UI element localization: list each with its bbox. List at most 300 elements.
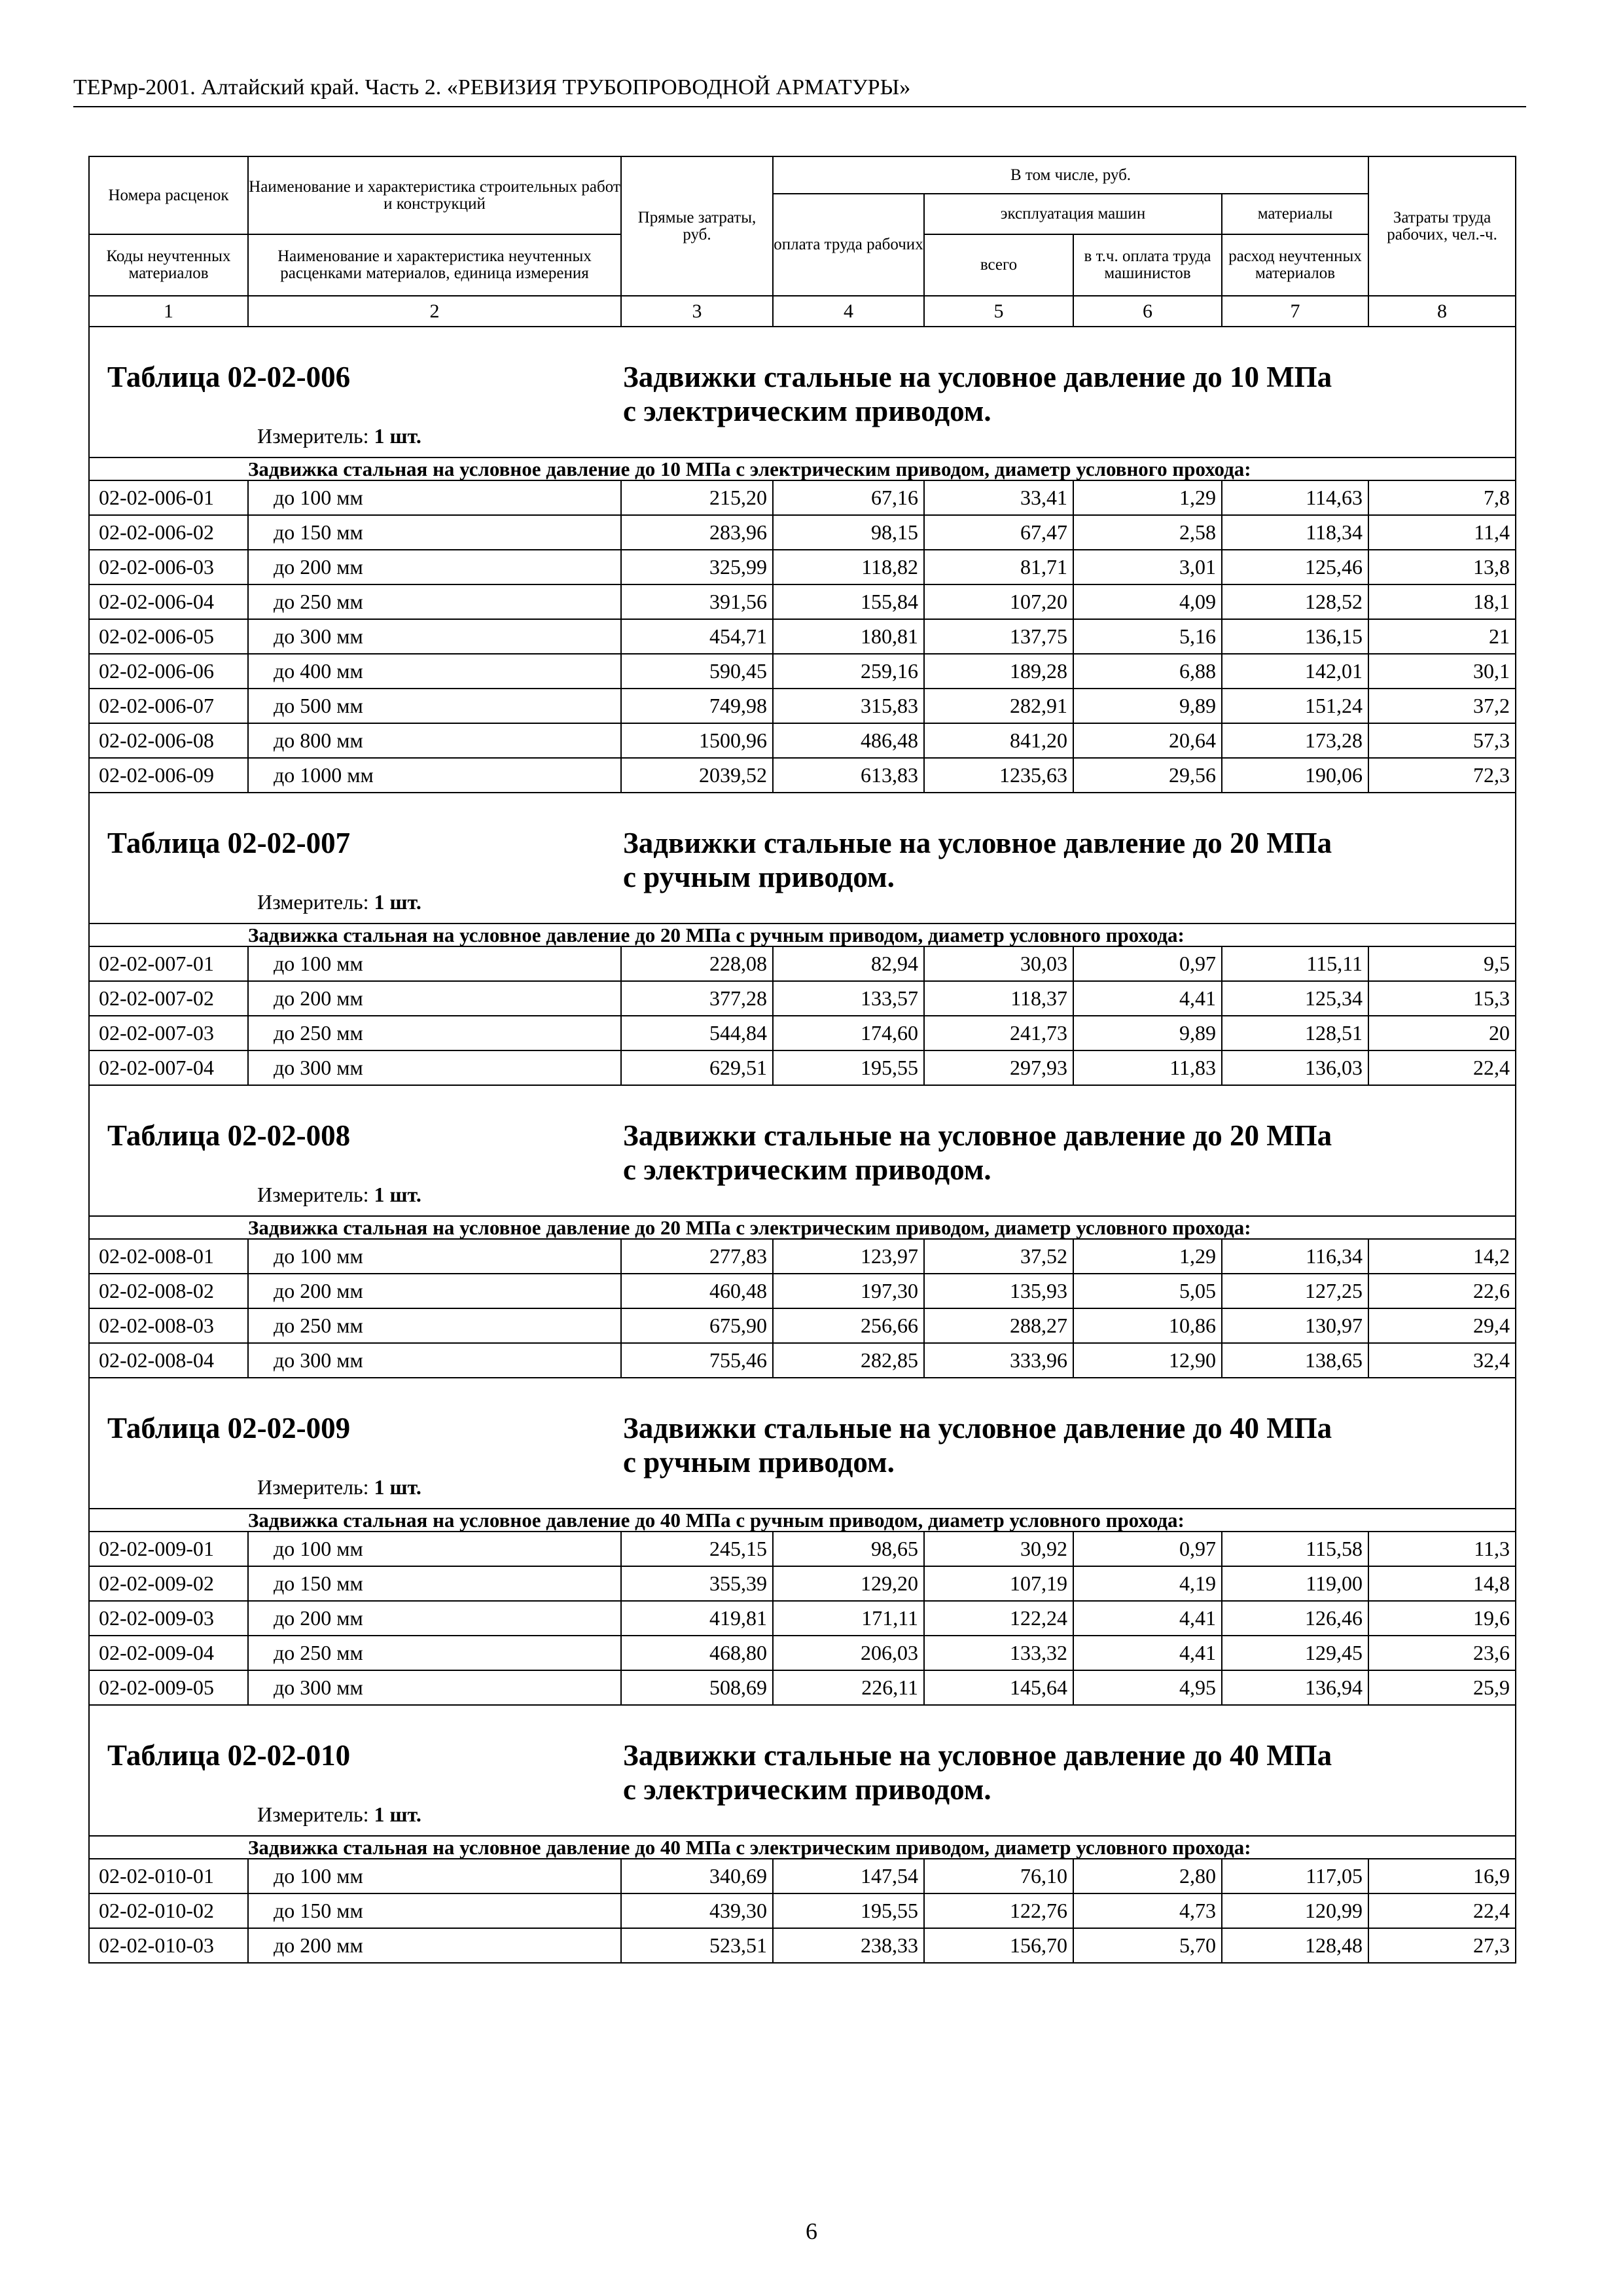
rate-code: 02-02-008-03 [89, 1308, 248, 1343]
labor-cost: 22,4 [1368, 1050, 1516, 1085]
machines-total: 122,24 [924, 1601, 1073, 1636]
work-name: до 250 мм [248, 584, 621, 619]
labor-cost: 14,2 [1368, 1239, 1516, 1274]
materials-cost: 115,11 [1222, 946, 1368, 981]
table-code: Таблица 02-02-008 [107, 1119, 351, 1152]
wages: 195,55 [773, 1050, 924, 1085]
labor-cost: 29,4 [1368, 1308, 1516, 1343]
wages: 226,11 [773, 1670, 924, 1705]
machinist-wages: 4,41 [1073, 1636, 1222, 1670]
work-name: до 400 мм [248, 654, 621, 689]
table-row [89, 981, 1516, 1016]
machines-total: 156,70 [924, 1928, 1073, 1963]
work-name: до 300 мм [248, 1050, 621, 1085]
column-number: 5 [924, 296, 1073, 327]
materials-cost: 127,25 [1222, 1274, 1368, 1308]
work-name: до 800 мм [248, 723, 621, 758]
machinist-wages: 4,73 [1073, 1893, 1222, 1928]
table-row [89, 758, 1516, 793]
table-title-line: с электрическим приводом. [623, 1153, 991, 1186]
work-name: до 200 мм [248, 1928, 621, 1963]
machines-total: 1235,63 [924, 758, 1073, 793]
materials-cost: 173,28 [1222, 723, 1368, 758]
work-name: до 1000 мм [248, 758, 621, 793]
machines-total: 118,37 [924, 981, 1073, 1016]
table-subtitle: Задвижка стальная на условное давление до 10 МПа с электрическим приводом, диаметр условного прохода: [248, 457, 1516, 480]
rate-code: 02-02-006-06 [89, 654, 248, 689]
work-name: до 100 мм [248, 946, 621, 981]
wages: 206,03 [773, 1636, 924, 1670]
work-name: до 150 мм [248, 515, 621, 550]
labor-cost: 21 [1368, 619, 1516, 654]
header-col1a: Номера расценок [89, 156, 248, 234]
table-row [89, 1532, 1516, 1566]
measure-label: Измеритель: [257, 1803, 374, 1826]
header-materials: материалы [1222, 194, 1368, 234]
materials-cost: 118,34 [1222, 515, 1368, 550]
wages: 123,97 [773, 1239, 924, 1274]
table-title-line: Задвижки стальные на условное давление до 40 МПа [623, 1739, 1332, 1772]
rates-table [88, 156, 1516, 1964]
direct-costs: 460,48 [621, 1274, 773, 1308]
table-row [89, 584, 1516, 619]
materials-cost: 115,58 [1222, 1532, 1368, 1566]
labor-cost: 30,1 [1368, 654, 1516, 689]
machines-total: 76,10 [924, 1859, 1073, 1893]
table-row [89, 689, 1516, 723]
measure-label: Измеритель: [257, 1475, 374, 1499]
table-title-line: Задвижки стальные на условное давление до 10 МПа [623, 361, 1332, 393]
wages: 82,94 [773, 946, 924, 981]
header-machinist-wages: в т.ч. оплата труда машинистов [1073, 234, 1222, 296]
machinist-wages: 29,56 [1073, 758, 1222, 793]
rate-code: 02-02-010-03 [89, 1928, 248, 1963]
table-code: Таблица 02-02-010 [107, 1739, 351, 1772]
materials-cost: 125,46 [1222, 550, 1368, 584]
wages: 197,30 [773, 1274, 924, 1308]
rate-code: 02-02-009-03 [89, 1601, 248, 1636]
labor-cost: 57,3 [1368, 723, 1516, 758]
direct-costs: 439,30 [621, 1893, 773, 1928]
table-subtitle-row [89, 1216, 1516, 1239]
wages: 155,84 [773, 584, 924, 619]
rate-code: 02-02-006-07 [89, 689, 248, 723]
subtitle-spacer [89, 1216, 248, 1239]
rate-code: 02-02-008-01 [89, 1239, 248, 1274]
table-subtitle: Задвижка стальная на условное давление до 20 МПа с электрическим приводом, диаметр условного прохода: [248, 1216, 1516, 1239]
rate-code: 02-02-010-02 [89, 1893, 248, 1928]
machinist-wages: 5,70 [1073, 1928, 1222, 1963]
wages: 282,85 [773, 1343, 924, 1378]
rate-code: 02-02-009-02 [89, 1566, 248, 1601]
table-title-line: Задвижки стальные на условное давление до 20 МПа [623, 1119, 1332, 1152]
column-number: 1 [89, 296, 248, 327]
work-name: до 100 мм [248, 1532, 621, 1566]
wages: 67,16 [773, 480, 924, 515]
table-row [89, 1859, 1516, 1893]
machines-total: 133,32 [924, 1636, 1073, 1670]
materials-cost: 136,94 [1222, 1670, 1368, 1705]
machinist-wages: 9,89 [1073, 1016, 1222, 1050]
labor-cost: 23,6 [1368, 1636, 1516, 1670]
work-name: до 200 мм [248, 550, 621, 584]
table-row [89, 723, 1516, 758]
table-section-header [89, 1085, 1516, 1216]
direct-costs: 590,45 [621, 654, 773, 689]
work-name: до 200 мм [248, 981, 621, 1016]
measure-unit [257, 1803, 421, 1827]
measure-unit [257, 424, 421, 448]
table-title-line: с ручным приводом. [623, 861, 895, 893]
measure-value: 1 шт. [374, 424, 421, 448]
machinist-wages: 4,95 [1073, 1670, 1222, 1705]
measure-label: Измеритель: [257, 890, 374, 914]
machinist-wages: 20,64 [1073, 723, 1222, 758]
measure-unit [257, 1183, 421, 1207]
machines-total: 297,93 [924, 1050, 1073, 1085]
table-title [623, 826, 1332, 894]
machines-total: 135,93 [924, 1274, 1073, 1308]
measure-value: 1 шт. [374, 1803, 421, 1826]
table-row [89, 480, 1516, 515]
header-direct-costs: Прямые затраты, руб. [621, 156, 773, 296]
rate-code: 02-02-007-01 [89, 946, 248, 981]
materials-cost: 125,34 [1222, 981, 1368, 1016]
labor-cost: 20 [1368, 1016, 1516, 1050]
direct-costs: 629,51 [621, 1050, 773, 1085]
direct-costs: 419,81 [621, 1601, 773, 1636]
labor-cost: 22,6 [1368, 1274, 1516, 1308]
table-row [89, 1893, 1516, 1928]
header-machines: эксплуатация машин [924, 194, 1222, 234]
labor-cost: 9,5 [1368, 946, 1516, 981]
table-section-header [89, 793, 1516, 924]
machines-total: 67,47 [924, 515, 1073, 550]
wages: 613,83 [773, 758, 924, 793]
machines-total: 107,20 [924, 584, 1073, 619]
work-name: до 100 мм [248, 1239, 621, 1274]
machinist-wages: 5,05 [1073, 1274, 1222, 1308]
direct-costs: 377,28 [621, 981, 773, 1016]
machinist-wages: 4,41 [1073, 981, 1222, 1016]
work-name: до 150 мм [248, 1566, 621, 1601]
direct-costs: 468,80 [621, 1636, 773, 1670]
rate-code: 02-02-006-05 [89, 619, 248, 654]
column-number: 6 [1073, 296, 1222, 327]
wages: 147,54 [773, 1859, 924, 1893]
column-number: 3 [621, 296, 773, 327]
header-col1b: Коды неучтенных материалов [89, 234, 248, 296]
table-title-line: с ручным приводом. [623, 1446, 895, 1479]
table-row [89, 654, 1516, 689]
labor-cost: 32,4 [1368, 1343, 1516, 1378]
table-code: Таблица 02-02-006 [107, 361, 351, 393]
direct-costs: 283,96 [621, 515, 773, 550]
machinist-wages: 3,01 [1073, 550, 1222, 584]
table-code: Таблица 02-02-009 [107, 1412, 351, 1444]
rate-code: 02-02-008-04 [89, 1343, 248, 1378]
machinist-wages: 0,97 [1073, 946, 1222, 981]
table-title-line: с электрическим приводом. [623, 395, 991, 427]
table-title-line: Задвижки стальные на условное давление до 20 МПа [623, 827, 1332, 859]
machines-total: 189,28 [924, 654, 1073, 689]
table-title [623, 360, 1332, 428]
direct-costs: 675,90 [621, 1308, 773, 1343]
table-subtitle: Задвижка стальная на условное давление до 40 МПа с ручным приводом, диаметр условного прохода: [248, 1509, 1516, 1532]
rate-code: 02-02-007-02 [89, 981, 248, 1016]
machines-total: 282,91 [924, 689, 1073, 723]
header-machines-total: всего [924, 234, 1073, 296]
labor-cost: 18,1 [1368, 584, 1516, 619]
measure-value: 1 шт. [374, 1475, 421, 1499]
work-name: до 100 мм [248, 480, 621, 515]
machines-total: 145,64 [924, 1670, 1073, 1705]
machinist-wages: 1,29 [1073, 1239, 1222, 1274]
table-row [89, 1274, 1516, 1308]
table-subtitle: Задвижка стальная на условное давление до 20 МПа с ручным приводом, диаметр условного прохода: [248, 924, 1516, 946]
measure-value: 1 шт. [374, 890, 421, 914]
wages: 171,11 [773, 1601, 924, 1636]
direct-costs: 340,69 [621, 1859, 773, 1893]
table-title [623, 1738, 1332, 1806]
running-header: ТЕРмр-2001. Алтайский край. Часть 2. «РЕВИЗИЯ ТРУБОПРОВОДНОЙ АРМАТУРЫ» [73, 73, 1526, 107]
measure-unit [257, 1475, 421, 1499]
table-row [89, 1601, 1516, 1636]
machinist-wages: 11,83 [1073, 1050, 1222, 1085]
column-number: 7 [1222, 296, 1368, 327]
machines-total: 137,75 [924, 619, 1073, 654]
table-row [89, 515, 1516, 550]
direct-costs: 544,84 [621, 1016, 773, 1050]
table-row [89, 619, 1516, 654]
materials-cost: 190,06 [1222, 758, 1368, 793]
table-row [89, 1636, 1516, 1670]
table-title-line: с электрическим приводом. [623, 1773, 991, 1806]
table-title-line: Задвижки стальные на условное давление до 40 МПа [623, 1412, 1332, 1444]
header-wages: оплата труда рабочих [773, 194, 924, 296]
table-row [89, 1308, 1516, 1343]
materials-cost: 126,46 [1222, 1601, 1368, 1636]
machinist-wages: 2,58 [1073, 515, 1222, 550]
column-number: 4 [773, 296, 924, 327]
work-name: до 150 мм [248, 1893, 621, 1928]
table-row [89, 1928, 1516, 1963]
labor-cost: 16,9 [1368, 1859, 1516, 1893]
direct-costs: 755,46 [621, 1343, 773, 1378]
work-name: до 100 мм [248, 1859, 621, 1893]
direct-costs: 2039,52 [621, 758, 773, 793]
header-labor: Затраты труда рабочих, чел.-ч. [1368, 156, 1516, 296]
measure-unit [257, 890, 421, 914]
rate-code: 02-02-006-03 [89, 550, 248, 584]
wages: 174,60 [773, 1016, 924, 1050]
work-name: до 300 мм [248, 1670, 621, 1705]
direct-costs: 1500,96 [621, 723, 773, 758]
materials-cost: 128,48 [1222, 1928, 1368, 1963]
measure-value: 1 шт. [374, 1183, 421, 1206]
machinist-wages: 4,19 [1073, 1566, 1222, 1601]
work-name: до 300 мм [248, 619, 621, 654]
machines-total: 241,73 [924, 1016, 1073, 1050]
table-title [623, 1119, 1332, 1187]
table-header [89, 156, 1516, 327]
materials-cost: 120,99 [1222, 1893, 1368, 1928]
machines-total: 81,71 [924, 550, 1073, 584]
direct-costs: 355,39 [621, 1566, 773, 1601]
labor-cost: 25,9 [1368, 1670, 1516, 1705]
work-name: до 200 мм [248, 1274, 621, 1308]
machines-total: 30,03 [924, 946, 1073, 981]
column-number: 8 [1368, 296, 1516, 327]
labor-cost: 27,3 [1368, 1928, 1516, 1963]
labor-cost: 13,8 [1368, 550, 1516, 584]
direct-costs: 508,69 [621, 1670, 773, 1705]
machines-total: 841,20 [924, 723, 1073, 758]
table-row [89, 1016, 1516, 1050]
table-row [89, 1670, 1516, 1705]
work-name: до 250 мм [248, 1636, 621, 1670]
table-subtitle-row [89, 1836, 1516, 1859]
rate-code: 02-02-009-05 [89, 1670, 248, 1705]
machinist-wages: 2,80 [1073, 1859, 1222, 1893]
materials-cost: 130,97 [1222, 1308, 1368, 1343]
work-name: до 250 мм [248, 1308, 621, 1343]
rate-code: 02-02-009-01 [89, 1532, 248, 1566]
labor-cost: 7,8 [1368, 480, 1516, 515]
direct-costs: 215,20 [621, 480, 773, 515]
wages: 98,15 [773, 515, 924, 550]
rate-code: 02-02-007-04 [89, 1050, 248, 1085]
wages: 315,83 [773, 689, 924, 723]
machines-total: 107,19 [924, 1566, 1073, 1601]
materials-cost: 128,51 [1222, 1016, 1368, 1050]
machines-total: 333,96 [924, 1343, 1073, 1378]
direct-costs: 523,51 [621, 1928, 773, 1963]
table-subtitle: Задвижка стальная на условное давление до 40 МПа с электрическим приводом, диаметр условного прохода: [248, 1836, 1516, 1859]
rate-code: 02-02-008-02 [89, 1274, 248, 1308]
direct-costs: 749,98 [621, 689, 773, 723]
machines-total: 37,52 [924, 1239, 1073, 1274]
work-name: до 500 мм [248, 689, 621, 723]
table-row [89, 1050, 1516, 1085]
rate-code: 02-02-006-08 [89, 723, 248, 758]
labor-cost: 11,4 [1368, 515, 1516, 550]
rate-code: 02-02-006-09 [89, 758, 248, 793]
materials-cost: 138,65 [1222, 1343, 1368, 1378]
materials-cost: 142,01 [1222, 654, 1368, 689]
machinist-wages: 4,09 [1073, 584, 1222, 619]
header-including: В том числе, руб. [773, 156, 1368, 194]
rate-code: 02-02-006-04 [89, 584, 248, 619]
wages: 195,55 [773, 1893, 924, 1928]
direct-costs: 454,71 [621, 619, 773, 654]
labor-cost: 11,3 [1368, 1532, 1516, 1566]
labor-cost: 19,6 [1368, 1601, 1516, 1636]
materials-cost: 119,00 [1222, 1566, 1368, 1601]
machinist-wages: 12,90 [1073, 1343, 1222, 1378]
materials-cost: 116,34 [1222, 1239, 1368, 1274]
direct-costs: 228,08 [621, 946, 773, 981]
table-row [89, 550, 1516, 584]
materials-cost: 117,05 [1222, 1859, 1368, 1893]
machinist-wages: 10,86 [1073, 1308, 1222, 1343]
wages: 486,48 [773, 723, 924, 758]
column-number: 2 [248, 296, 621, 327]
machines-total: 30,92 [924, 1532, 1073, 1566]
table-section-header [89, 327, 1516, 457]
machinist-wages: 9,89 [1073, 689, 1222, 723]
materials-cost: 128,52 [1222, 584, 1368, 619]
wages: 256,66 [773, 1308, 924, 1343]
subtitle-spacer [89, 1836, 248, 1859]
table-title [623, 1411, 1332, 1479]
wages: 98,65 [773, 1532, 924, 1566]
table-code: Таблица 02-02-007 [107, 827, 351, 859]
machines-total: 122,76 [924, 1893, 1073, 1928]
wages: 129,20 [773, 1566, 924, 1601]
rate-code: 02-02-010-01 [89, 1859, 248, 1893]
wages: 259,16 [773, 654, 924, 689]
labor-cost: 72,3 [1368, 758, 1516, 793]
measure-label: Измеритель: [257, 424, 374, 448]
measure-label: Измеритель: [257, 1183, 374, 1206]
machines-total: 33,41 [924, 480, 1073, 515]
header-col2b: Наименование и характеристика неучтенных расценками материалов, единица измерения [248, 234, 621, 296]
machines-total: 288,27 [924, 1308, 1073, 1343]
header-col2a: Наименование и характеристика строительных работ и конструкций [248, 156, 621, 234]
work-name: до 300 мм [248, 1343, 621, 1378]
materials-cost: 151,24 [1222, 689, 1368, 723]
table-row [89, 1566, 1516, 1601]
machinist-wages: 5,16 [1073, 619, 1222, 654]
machinist-wages: 6,88 [1073, 654, 1222, 689]
table-row [89, 1239, 1516, 1274]
subtitle-spacer [89, 924, 248, 946]
table-row [89, 946, 1516, 981]
labor-cost: 15,3 [1368, 981, 1516, 1016]
page-number: 6 [806, 2218, 817, 2244]
materials-cost: 129,45 [1222, 1636, 1368, 1670]
direct-costs: 325,99 [621, 550, 773, 584]
machinist-wages: 0,97 [1073, 1532, 1222, 1566]
materials-cost: 136,15 [1222, 619, 1368, 654]
labor-cost: 14,8 [1368, 1566, 1516, 1601]
table-section-header [89, 1705, 1516, 1836]
rate-code: 02-02-006-01 [89, 480, 248, 515]
direct-costs: 391,56 [621, 584, 773, 619]
direct-costs: 245,15 [621, 1532, 773, 1566]
labor-cost: 22,4 [1368, 1893, 1516, 1928]
wages: 118,82 [773, 550, 924, 584]
subtitle-spacer [89, 457, 248, 480]
table-subtitle-row [89, 1509, 1516, 1532]
rate-code: 02-02-009-04 [89, 1636, 248, 1670]
rate-code: 02-02-007-03 [89, 1016, 248, 1050]
table-body [89, 327, 1516, 1963]
wages: 180,81 [773, 619, 924, 654]
wages: 133,57 [773, 981, 924, 1016]
table-subtitle-row [89, 924, 1516, 946]
work-name: до 200 мм [248, 1601, 621, 1636]
work-name: до 250 мм [248, 1016, 621, 1050]
labor-cost: 37,2 [1368, 689, 1516, 723]
materials-cost: 114,63 [1222, 480, 1368, 515]
subtitle-spacer [89, 1509, 248, 1532]
rate-code: 02-02-006-02 [89, 515, 248, 550]
table-row [89, 1343, 1516, 1378]
materials-cost: 136,03 [1222, 1050, 1368, 1085]
machinist-wages: 4,41 [1073, 1601, 1222, 1636]
